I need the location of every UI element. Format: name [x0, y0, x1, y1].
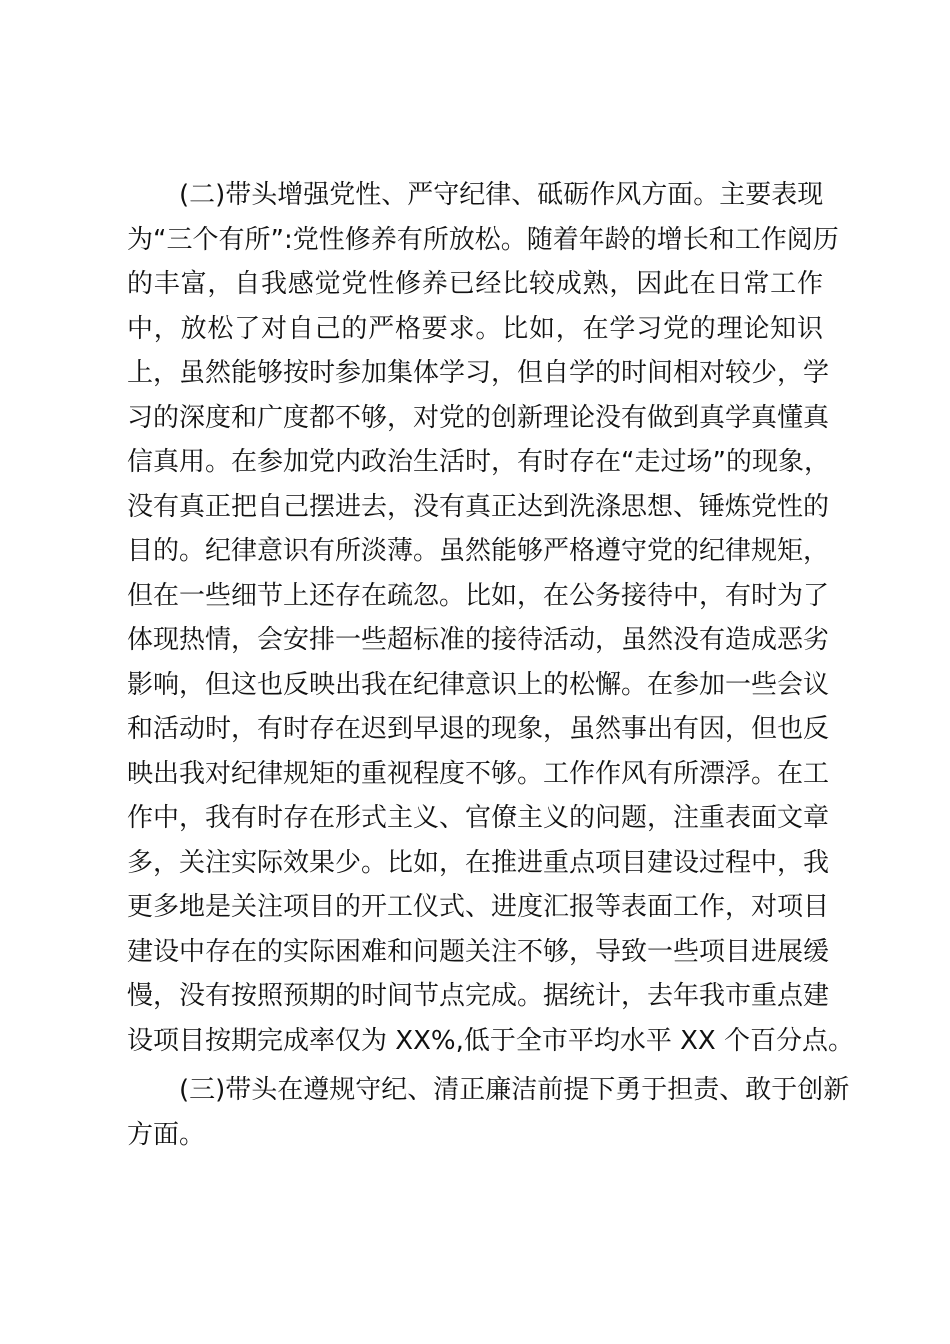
- text-line: 更多地是关注项目的开工仪式、进度汇报等表面工作，对项目: [127, 892, 830, 922]
- text-line: 和活动时，有时存在迟到早退的现象，虽然事出有因，但也反: [127, 714, 830, 744]
- text-line: 作中，我有时存在形式主义、官僚主义的问题，注重表面文章: [127, 803, 830, 833]
- text-line: 方面。: [127, 1119, 206, 1150]
- text-line: (二)带头增强党性、严守纪律、砥砺作风方面。主要表现: [179, 180, 824, 210]
- text-line: 慢，没有按照预期的时间节点完成。据统计，去年我市重点建: [127, 981, 830, 1011]
- text-line: 信真用。在参加党内政治生活时，有时存在“走过场”的现象，: [127, 447, 830, 477]
- paragraph-section-3: [127, 1068, 850, 1157]
- text-line: 设项目按期完成率仅为 XX%,低于全市平均水平 XX 个百分点。: [127, 1025, 855, 1056]
- text-line: 的丰富，自我感觉党性修养已经比较成熟，因此在日常工作: [127, 269, 823, 299]
- paragraph-section-2: [127, 173, 855, 1063]
- text-line: 习的深度和广度都不够，对党的创新理论没有做到真学真懂真: [127, 402, 830, 433]
- text-line: (三)带头在遵规守纪、清正廉洁前提下勇于担责、敢于创新: [179, 1075, 850, 1105]
- text-line: 上，虽然能够按时参加集体学习，但自学的时间相对较少，学: [127, 358, 830, 388]
- text-line: 影响，但这也反映出我在纪律意识上的松懈。在参加一些会议: [127, 669, 830, 700]
- text-line: 中，放松了对自己的严格要求。比如，在学习党的理论知识: [127, 313, 823, 344]
- text-line: 没有真正把自己摆进去，没有真正达到洗涤思想、锤炼党性的: [127, 491, 830, 522]
- text-line: 体现热情，会安排一些超标准的接待活动，虽然没有造成恶劣: [127, 625, 830, 655]
- text-line: 为“三个有所”:党性修养有所放松。随着年龄的增长和工作阅历: [127, 224, 839, 255]
- text-line: 多，关注实际效果少。比如，在推进重点项目建设过程中，我: [127, 847, 830, 878]
- text-line: 但在一些细节上还存在疏忽。比如，在公务接待中，有时为了: [127, 580, 830, 611]
- text-line: 映出我对纪律规矩的重视程度不够。工作作风有所漂浮。在工: [127, 758, 830, 789]
- text-line: 建设中存在的实际困难和问题关注不够，导致一些项目进展缓: [127, 936, 830, 967]
- text-line: 目的。纪律意识有所淡薄。虽然能够严格遵守党的纪律规矩，: [127, 536, 830, 566]
